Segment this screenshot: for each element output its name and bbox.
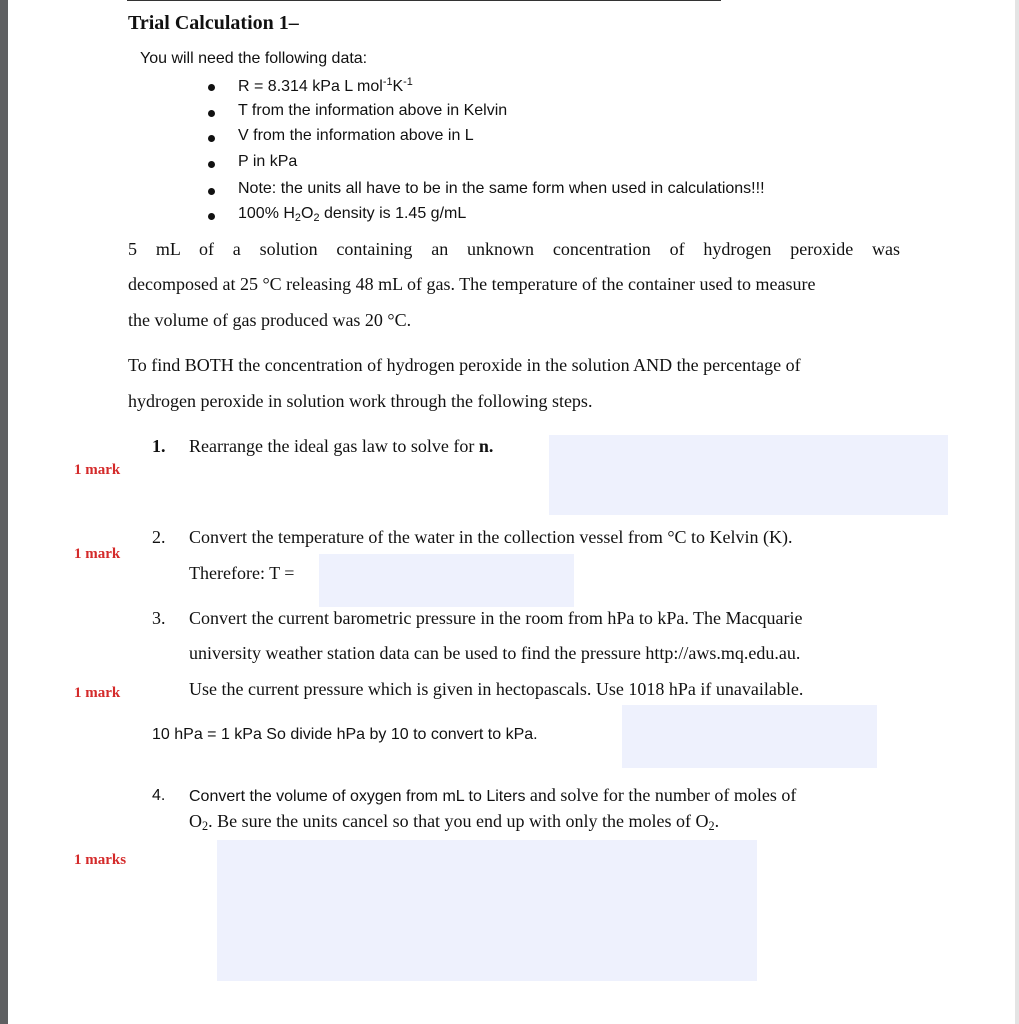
step-number: 1. (152, 436, 166, 456)
step-3-hint: 10 hPa = 1 kPa So divide hPa by 10 to convert to kPa. (152, 726, 538, 743)
answer-field-step-1[interactable] (549, 435, 948, 515)
mark-label: 1 mark (74, 462, 121, 478)
list-item-t: T from the information above in Kelvin (238, 102, 508, 119)
step-3-line: university weather station data can be used to find the pressure http://aws.mq.edu.au. (189, 643, 801, 663)
paragraph-line: hydrogen peroxide in solution work through the following steps. (128, 391, 593, 411)
answer-field-step-2[interactable] (319, 554, 574, 607)
bullet-icon (208, 188, 215, 195)
bullet-icon (208, 84, 215, 91)
mark-label: 1 mark (74, 546, 121, 562)
step-number: 3. (152, 608, 166, 628)
page-title: Trial Calculation 1– (128, 12, 299, 34)
list-item-v: V from the information above in L (238, 127, 474, 144)
paragraph-line: the volume of gas produced was 20 °C. (128, 310, 412, 330)
step-3-line: Convert the current barometric pressure in the room from hPa to kPa. The Macquarie (189, 608, 803, 628)
paragraph-line: 5 mL of a solution containing an unknown concentration of hydrogen peroxide was (128, 239, 900, 259)
list-item-r: R = 8.314 kPa L $mol^{-1}K^{-1}$ (238, 76, 413, 95)
top-rule (127, 0, 721, 1)
step-number: 2. (152, 527, 166, 547)
window-left-edge (0, 0, 8, 1024)
step-2-text: Convert the temperature of the water in the collection vessel from °C to Kelvin (K). (189, 527, 793, 547)
list-item-note: Note: the units all have to be in the same form when used in calculations!!! (238, 180, 765, 197)
bullet-icon (208, 110, 215, 117)
step-2-therefore: Therefore: T = (189, 563, 295, 583)
data-intro: You will need the following data: (140, 50, 368, 67)
paragraph-line: To find BOTH the concentration of hydrogen peroxide in the solution AND the percentage of (128, 355, 801, 375)
window-right-edge (1015, 0, 1019, 1024)
answer-field-step-3[interactable] (622, 705, 877, 768)
step-4-line-1: Convert the volume of oxygen from mL to Liters and solve for the number of moles of (189, 785, 797, 805)
mark-label: 1 marks (74, 852, 127, 868)
answer-field-step-4[interactable] (217, 840, 757, 981)
mark-label: 1 mark (74, 685, 121, 701)
bullet-icon (208, 213, 215, 220)
step-1-text: Rearrange the ideal gas law to solve for n. (189, 436, 494, 456)
step-3-line: Use the current pressure which is given in hectopascals. Use 1018 hPa if unavailable. (189, 679, 804, 699)
list-item-p: P in kPa (238, 153, 298, 170)
step-number: 4. (152, 787, 166, 804)
bullet-icon (208, 161, 215, 168)
bullet-icon (208, 135, 215, 142)
step-4-line-2: $O_2$. Be sure the units cancel so that you end up with only the moles of $O_2$. (189, 811, 720, 833)
list-item-density: 100% $H_2O_2$ density is 1.45 g/mL (238, 205, 467, 224)
paragraph-line: decomposed at 25 °C releasing 48 mL of gas. The temperature of the container used to measure (128, 274, 816, 294)
